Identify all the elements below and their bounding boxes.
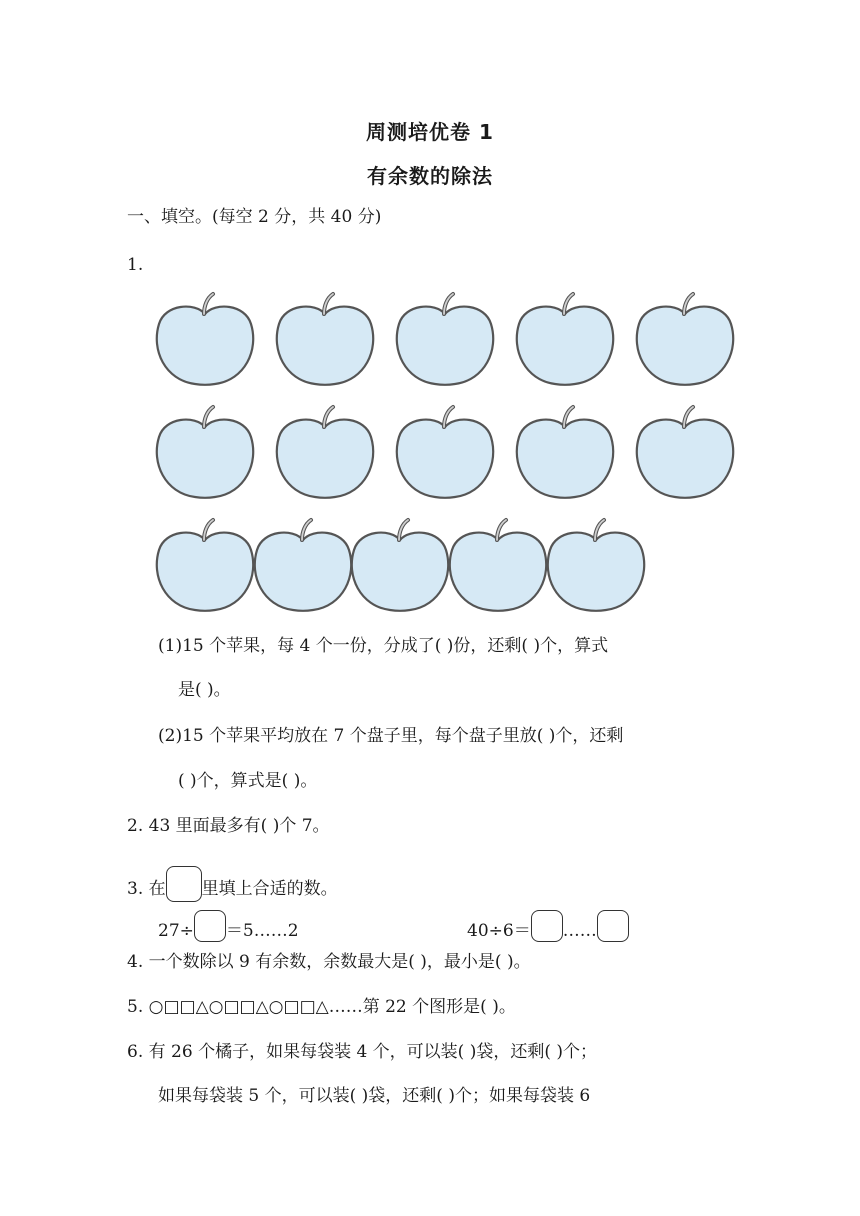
q3-eq2-left: 40÷6＝ bbox=[467, 921, 531, 941]
answer-box[interactable] bbox=[194, 910, 226, 942]
q1-part1-line1: (1)15 个苹果，每 4 个一份，分成了( )份，还剩( )个，算式 bbox=[158, 636, 609, 656]
answer-box[interactable] bbox=[531, 910, 563, 942]
q3-eq2-ellipsis: …… bbox=[562, 921, 597, 941]
question-1-number: 1. bbox=[127, 255, 144, 275]
apple-icon bbox=[277, 294, 373, 385]
apple-icon bbox=[157, 294, 253, 385]
apple-icon bbox=[255, 520, 351, 611]
apple-icon bbox=[450, 520, 546, 611]
q1-part2-line1: (2)15 个苹果平均放在 7 个盘子里，每个盘子里放( )个，还剩 bbox=[158, 726, 624, 746]
apple-icon bbox=[157, 407, 253, 498]
question-4: 4. 一个数除以 9 有余数，余数最大是( )，最小是( )。 bbox=[127, 952, 531, 972]
section-heading: 一、填空。(每空 2 分，共 40 分) bbox=[127, 207, 382, 227]
question-6-line1: 6. 有 26 个橘子，如果每袋装 4 个，可以装( )袋，还剩( )个； bbox=[127, 1042, 598, 1062]
question-5: 5. ○□□△○□□△○□□△……第 22 个图形是( )。 bbox=[127, 997, 516, 1017]
q3-eq1-right: ＝5……2 bbox=[225, 921, 299, 941]
q3-eq1-left: 27÷ bbox=[158, 921, 194, 941]
q1-part1-line2: 是( )。 bbox=[178, 680, 231, 700]
apple-icon bbox=[517, 407, 613, 498]
answer-box[interactable] bbox=[166, 866, 202, 902]
question-3 bbox=[127, 866, 338, 902]
page-subtitle: 有余数的除法 bbox=[367, 164, 493, 188]
apple-icon bbox=[517, 294, 613, 385]
apple-icon bbox=[352, 520, 448, 611]
page-title: 周测培优卷 1 bbox=[366, 120, 494, 144]
question-6-line2: 如果每袋装 5 个，可以装( )袋，还剩( )个；如果每袋装 6 bbox=[158, 1086, 591, 1106]
apple-icon bbox=[277, 407, 373, 498]
apple-icon bbox=[157, 520, 253, 611]
apple-icon bbox=[397, 407, 493, 498]
apple-icon bbox=[397, 294, 493, 385]
q3-prefix: 3. 在 bbox=[127, 879, 166, 899]
q3-equation-2 bbox=[467, 910, 629, 943]
answer-box[interactable] bbox=[597, 910, 629, 942]
q3-equation-1 bbox=[158, 910, 299, 943]
q1-part2-line2: ( )个，算式是( )。 bbox=[178, 771, 318, 791]
apple-icon bbox=[548, 520, 644, 611]
question-2: 2. 43 里面最多有( )个 7。 bbox=[127, 816, 330, 836]
apple-icon bbox=[637, 407, 733, 498]
apple-icon bbox=[637, 294, 733, 385]
q3-suffix: 里填上合适的数。 bbox=[201, 879, 338, 899]
